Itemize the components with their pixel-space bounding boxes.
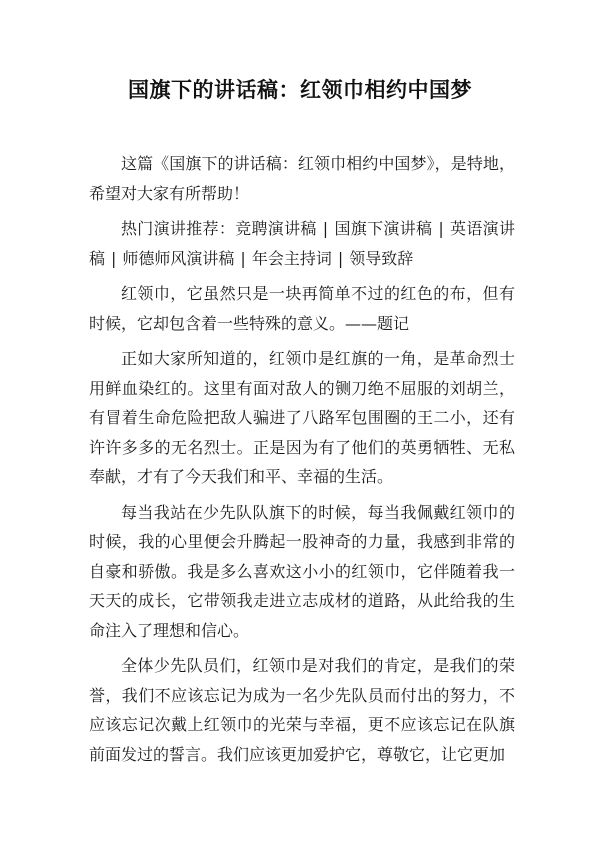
body-paragraph: 正如大家所知道的，红领巾是红旗的一角，是革命烈士用鲜血染红的。这里有面对敌人的铡刀绝不屈服的刘胡兰，有冒着生命危险把敌人骗进了八路军包围圈的王二小，还有许许多多的无名烈士。正是因为有了他们的英勇牺牲、无私奉献，才有了今天我们和平、幸福的生活。 bbox=[89, 349, 515, 486]
document-body bbox=[89, 149, 515, 775]
separator: | bbox=[111, 248, 117, 268]
hot-links-paragraph bbox=[89, 214, 515, 273]
separator: | bbox=[438, 219, 444, 238]
separator: | bbox=[337, 248, 344, 268]
body-paragraph: 每当我站在少先队队旗下的时候，每当我佩戴红领巾的时候，我的心里便会升腾起一股神奇的力量，我感到非常的自豪和骄傲。我是多么喜欢这小小的红领巾，它伴随着我一天天的成长，它带领我走进立志成材的道路，从此给我的生命注入了理想和信心。 bbox=[89, 502, 515, 640]
hot-link[interactable]: 领导致辞 bbox=[349, 248, 414, 268]
body-paragraph: 红领巾，它虽然只是一块再简单不过的红色的布，但有时候，它却包含着一些特殊的意义。——题记 bbox=[89, 284, 515, 333]
hot-link[interactable]: 英语演讲稿 bbox=[89, 219, 515, 268]
page-title: 国旗下的讲话稿：红领巾相约中国梦 bbox=[128, 78, 472, 102]
hot-links-label: 热门演讲推荐： bbox=[121, 219, 236, 238]
intro-paragraph: 这篇《国旗下的讲话稿：红领巾相约中国梦》，是特地，希望对大家有所帮助！ bbox=[89, 154, 515, 203]
separator: | bbox=[240, 248, 246, 268]
hot-link[interactable]: 国旗下演讲稿 bbox=[334, 219, 433, 238]
hot-link[interactable]: 年会主持词 bbox=[251, 248, 332, 268]
hot-link[interactable]: 师德师风演讲稿 bbox=[122, 248, 235, 268]
hot-link[interactable]: 竞聘演讲稿 bbox=[235, 219, 317, 238]
separator: | bbox=[322, 219, 329, 238]
body-paragraph: 全体少先队员们，红领巾是对我们的肯定，是我们的荣誉，我们不应该忘记为成为一名少先队员而付出的努力，不应该忘记次戴上红领巾的光荣与幸福，更不应该忘记在队旗前面发过的誓言。我们应该更加爱护它，尊敬它，让它更加 bbox=[89, 656, 515, 764]
